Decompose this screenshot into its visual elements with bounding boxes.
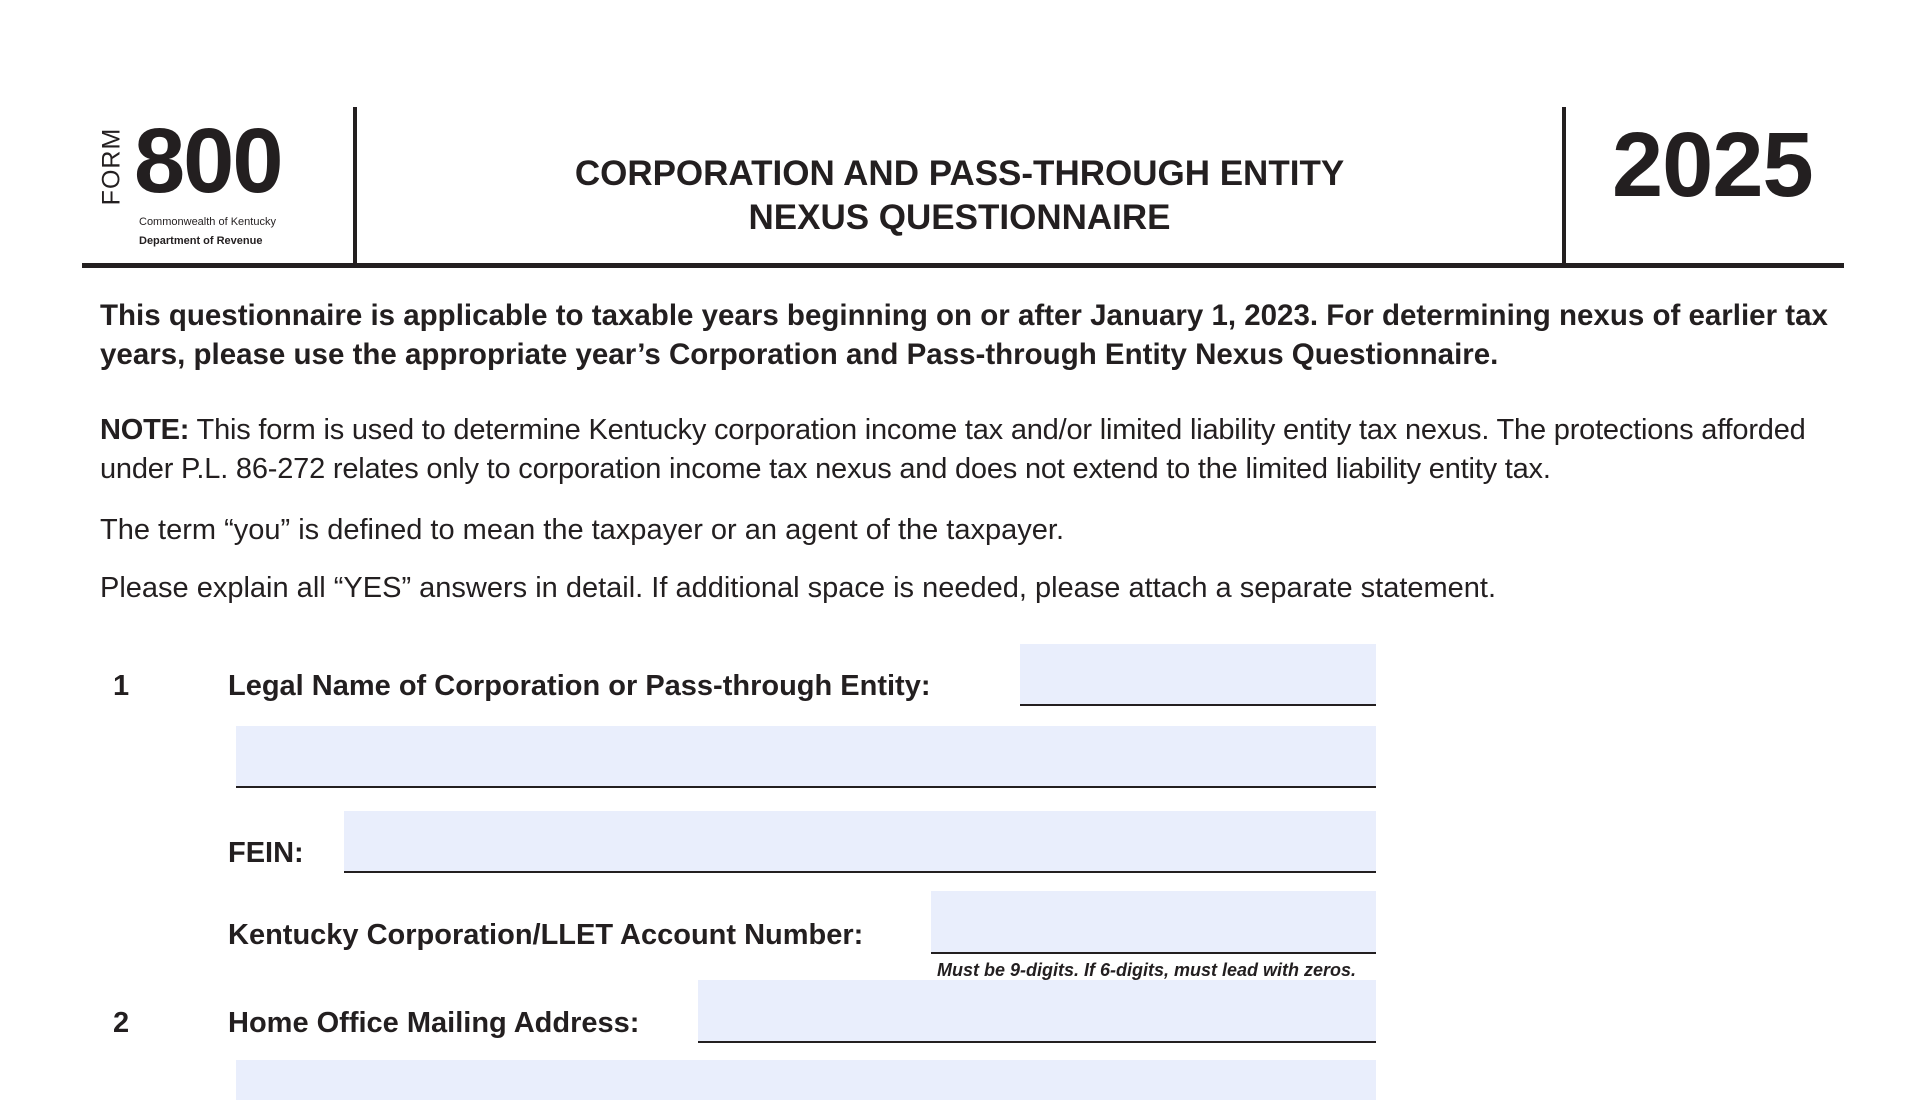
header-divider-right — [1562, 107, 1566, 264]
explain-instruction: Please explain all “YES” answers in detail. If additional space is needed, please attach a separate statement. — [100, 572, 1497, 604]
address-input[interactable] — [698, 980, 1376, 1043]
legal-name-label: Legal Name of Corporation or Pass-through Entity: — [228, 670, 931, 702]
header-rule — [82, 263, 1844, 268]
department-name: Department of Revenue — [139, 235, 263, 247]
agency-name: Commonwealth of Kentucky — [139, 216, 276, 228]
form-title — [357, 152, 1562, 240]
account-number-label: Kentucky Corporation/LLET Account Number: — [228, 919, 864, 951]
question-number-2: 2 — [113, 1007, 130, 1039]
applicability-statement: This questionnaire is applicable to taxable years beginning on or after January 1, 2023. For determining nexus of earlier tax years, please use the appropriate year’s Corporation and Pass-through Entity Nexus Questionnaire. — [100, 299, 1828, 371]
form-label: FORM — [97, 127, 126, 206]
address-label: Home Office Mailing Address: — [228, 1007, 640, 1039]
note-text: This form is used to determine Kentucky corporation income tax and/or limited liability entity tax nexus. The protections afforded under P.L. 86-272 relates only to corporation income tax nexus and does not extend to the limited liability entity tax. — [100, 414, 1806, 485]
note-paragraph — [100, 411, 1840, 489]
account-number-hint: Must be 9-digits. If 6-digits, must lead with zeros. — [937, 960, 1357, 980]
legal-name-continued-input[interactable] — [236, 726, 1376, 788]
fein-input[interactable] — [344, 811, 1376, 873]
term-definition: The term “you” is defined to mean the taxpayer or an agent of the taxpayer. — [100, 514, 1064, 546]
form-title-line2: NEXUS QUESTIONNAIRE — [748, 198, 1171, 237]
account-number-input[interactable] — [931, 891, 1376, 954]
legal-name-input[interactable] — [1020, 644, 1376, 706]
form-year: 2025 — [1612, 114, 1813, 216]
address-continued-input[interactable] — [236, 1060, 1376, 1100]
fein-label: FEIN: — [228, 837, 304, 869]
form-title-line1: CORPORATION AND PASS-THROUGH ENTITY — [574, 154, 1345, 193]
form-header — [82, 107, 1844, 265]
form-number: 800 — [134, 110, 282, 212]
note-label: NOTE: — [100, 414, 190, 446]
question-number-1: 1 — [113, 670, 130, 702]
